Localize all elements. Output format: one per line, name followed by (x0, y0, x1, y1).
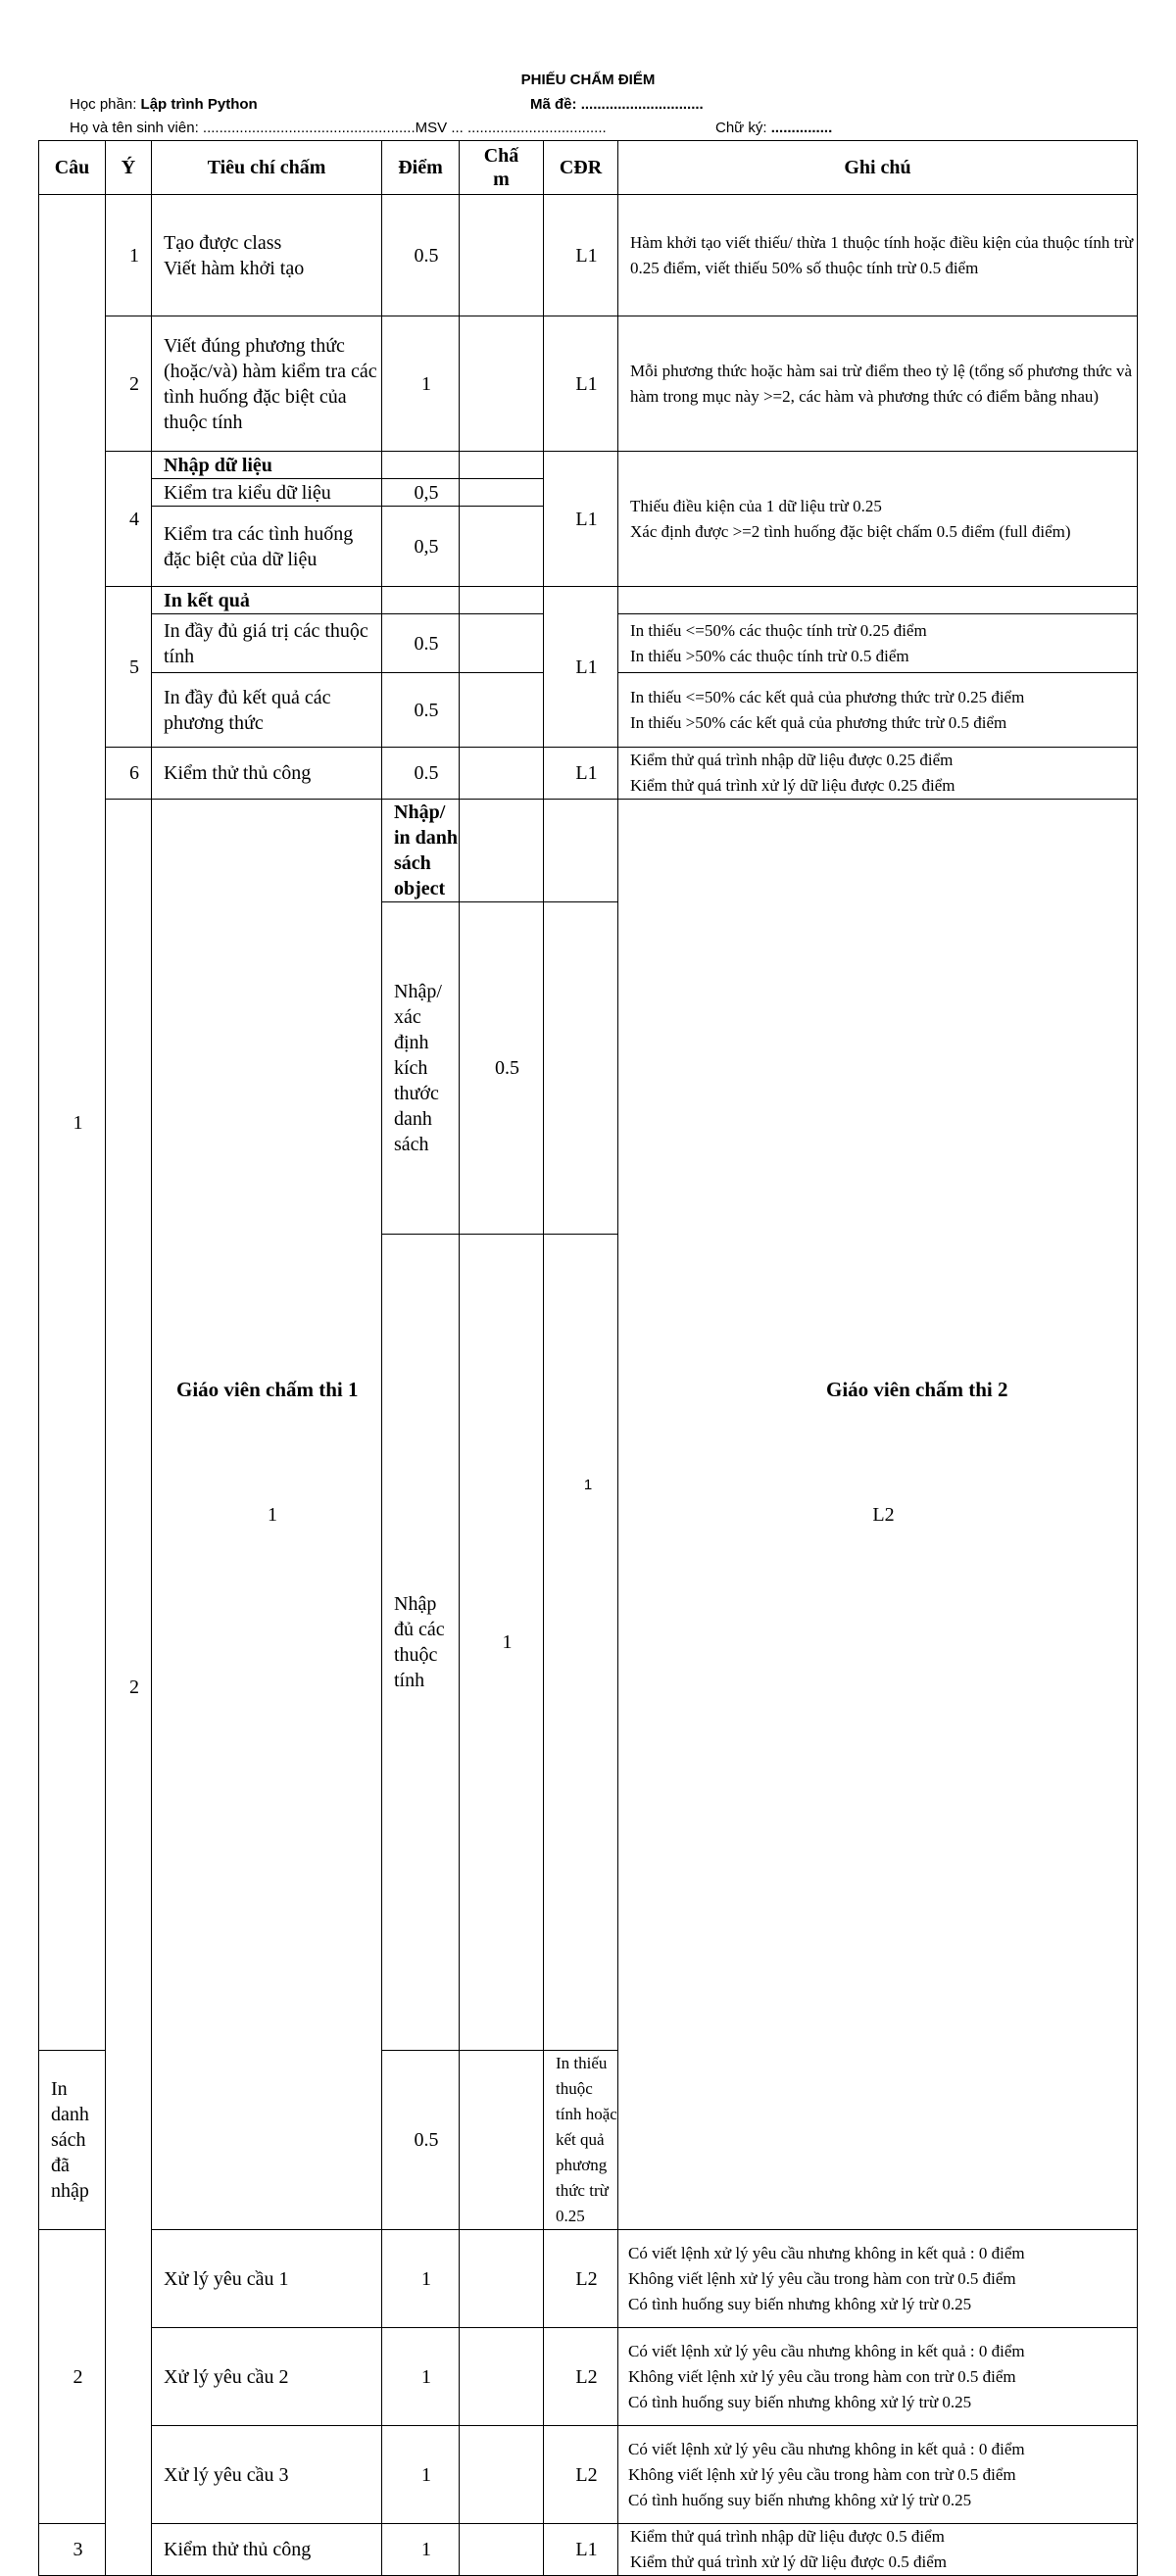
note-cell: Kiểm thử quá trình nhập dữ liệu được 0.25 điểm Kiểm thử quá trình xử lý dữ liệu được 0.25 điểm (618, 748, 1138, 800)
grading-cell[interactable] (544, 800, 618, 902)
cdr-cell: L1 (544, 748, 618, 800)
criteria-cell: Xử lý yêu cầu 2 (152, 2328, 382, 2426)
note-cell: Hàm khởi tạo viết thiếu/ thừa 1 thuộc tính hoặc điều kiện của thuộc tính trừ 0.25 điểm, viết thiếu 50% số thuộc tính trừ 0.5 điểm (618, 195, 1138, 316)
student-dots: .................................................... (202, 120, 416, 136)
table-row (39, 2426, 1138, 2524)
cdr-cell: L2 (618, 800, 1138, 2230)
grading-table (38, 140, 1138, 2576)
grading-cell[interactable] (460, 507, 544, 587)
grading-cell[interactable] (460, 2328, 544, 2426)
score-cell: 0.5 (382, 2051, 460, 2230)
table-row (39, 316, 1138, 452)
criteria-cell: Nhập/ xác định kích thước danh sách (382, 902, 460, 1235)
score-cell: 0,5 (382, 479, 460, 507)
note-cell: In thiếu <=50% các kết quả của phương thức trừ 0.25 điểm In thiếu >50% các kết quả của phương thức trừ 0.5 điểm (618, 673, 1138, 748)
grading-cell[interactable] (460, 195, 544, 316)
criteria-heading: Nhập/ in danh sách object (382, 800, 460, 902)
page-title: PHIẾU CHẤM ĐIỂM (520, 72, 656, 88)
criteria-cell: In đầy đủ kết quả các phương thức (152, 673, 382, 748)
teacher2-signature-label: Giáo viên chấm thi 2 (826, 1378, 1008, 1401)
score-cell: 0.5 (382, 614, 460, 673)
grading-cell[interactable] (544, 1235, 618, 2051)
criteria-heading: In kết quả (152, 587, 382, 614)
note-cell: Mỗi phương thức hoặc hàm sai trừ điểm theo tỷ lệ (tổng số phương thức và hàm trong mục này >=2, các hàm và phương thức có điểm bằng nhau) (618, 316, 1138, 452)
table-header-row (39, 141, 1138, 195)
grading-cell[interactable] (460, 748, 544, 800)
item-number: 2 (106, 316, 152, 452)
note-cell: Có viết lệnh xử lý yêu cầu nhưng không in kết quả : 0 điểm Không viết lệnh xử lý yêu cầu trong hàm con trừ 0.5 điểm Có tình huống suy biến nhưng không xử lý trừ 0.25 (618, 2230, 1138, 2328)
item-number: 1 (152, 800, 382, 2230)
col-header-cdr: CĐR (544, 141, 618, 195)
grading-cell[interactable] (460, 2426, 544, 2524)
note-cell: Kiểm thử quá trình nhập dữ liệu được 0.5 điểm Kiểm thử quá trình xử lý dữ liệu được 0.5 điểm (618, 2524, 1138, 2576)
grading-cell[interactable] (460, 2051, 544, 2230)
note-cell: In thiếu thuộc tính hoặc kết quả phương thức trừ 0.25 (544, 2051, 618, 2230)
exam-code-dots: .............................. (580, 96, 704, 113)
grading-cell[interactable] (460, 479, 544, 507)
item-number: 6 (106, 748, 152, 800)
grading-cell[interactable] (460, 587, 544, 614)
score-cell: 1 (460, 1235, 544, 2051)
cdr-cell: L1 (544, 452, 618, 587)
score-cell (382, 452, 460, 479)
cdr-cell: L2 (544, 2426, 618, 2524)
table-row (39, 452, 1138, 479)
table-row (39, 800, 1138, 902)
criteria-cell: Kiểm thử thủ công (152, 748, 382, 800)
grading-cell[interactable] (460, 2230, 544, 2328)
exam-code-line (530, 96, 704, 114)
cdr-cell: L1 (544, 587, 618, 748)
grading-cell[interactable] (544, 902, 618, 1235)
teacher1-signature-label: Giáo viên chấm thi 1 (176, 1378, 359, 1401)
table-row (39, 2328, 1138, 2426)
item-number: 3 (39, 2524, 106, 2576)
note-cell: Thiếu điều kiện của 1 dữ liệu trừ 0.25 Xác định được >=2 tình huống đặc biệt chấm 0.5 điểm (full điểm) (618, 452, 1138, 587)
criteria-cell: Nhập đủ các thuộc tính (382, 1235, 460, 2051)
item-number: 5 (106, 587, 152, 748)
col-header-grading: Chấm (460, 141, 544, 195)
score-cell: 0.5 (460, 902, 544, 1235)
question-number: 1 (39, 195, 106, 2051)
course-line (70, 96, 258, 114)
student-line (70, 120, 607, 137)
score-cell: 1 (382, 316, 460, 452)
grading-cell[interactable] (460, 452, 544, 479)
col-header-cau: Câu (39, 141, 106, 195)
table-row (39, 195, 1138, 316)
criteria-cell: Kiểm thử thủ công (152, 2524, 382, 2576)
col-header-y: Ý (106, 141, 152, 195)
msv-label: MSV ... (415, 120, 467, 136)
signature-label: Chữ ký: (715, 120, 771, 136)
criteria-cell: Viết đúng phương thức (hoặc/và) hàm kiểm tra các tình huống đặc biệt của thuộc tính (152, 316, 382, 452)
score-cell: 0.5 (382, 673, 460, 748)
grading-cell[interactable] (460, 316, 544, 452)
item-number: 1 (106, 195, 152, 316)
item-number: 4 (106, 452, 152, 587)
cdr-cell: L2 (544, 2328, 618, 2426)
cdr-cell: L1 (544, 2524, 618, 2576)
note-cell: Có viết lệnh xử lý yêu cầu nhưng không in kết quả : 0 điểm Không viết lệnh xử lý yêu cầu trong hàm con trừ 0.5 điểm Có tình huống suy biến nhưng không xử lý trừ 0.25 (618, 2328, 1138, 2426)
note-cell (618, 587, 1138, 614)
table-row (39, 2230, 1138, 2328)
score-cell (382, 587, 460, 614)
criteria-cell: Tạo được class Viết hàm khởi tạo (152, 195, 382, 316)
col-header-score: Điểm (382, 141, 460, 195)
score-cell: 0.5 (382, 195, 460, 316)
cdr-cell: L1 (544, 316, 618, 452)
table-row (39, 587, 1138, 614)
note-cell: In thiếu <=50% các thuộc tính trừ 0.25 điểm In thiếu >50% các thuộc tính trừ 0.5 điểm (618, 614, 1138, 673)
cdr-cell: L2 (544, 2230, 618, 2328)
col-header-note: Ghi chú (618, 141, 1138, 195)
student-label: Họ và tên sinh viên: (70, 120, 203, 136)
score-cell (460, 800, 544, 902)
table-row (39, 2524, 1138, 2576)
question-number: 2 (106, 800, 152, 2576)
signature-dots: ............... (770, 120, 833, 136)
grading-cell[interactable] (460, 673, 544, 748)
score-cell: 1 (382, 2426, 460, 2524)
criteria-heading: Nhập dữ liệu (152, 452, 382, 479)
signature-line (715, 120, 832, 137)
score-cell: 0.5 (382, 748, 460, 800)
grading-cell[interactable] (460, 614, 544, 673)
criteria-cell: Xử lý yêu cầu 1 (152, 2230, 382, 2328)
criteria-cell: Kiểm tra kiểu dữ liệu (152, 479, 382, 507)
msv-dots: .................................. (466, 120, 607, 136)
criteria-cell: Kiểm tra các tình huống đặc biệt của dữ liệu (152, 507, 382, 587)
criteria-cell: Xử lý yêu cầu 3 (152, 2426, 382, 2524)
score-cell: 1 (382, 2524, 460, 2576)
note-cell: Có viết lệnh xử lý yêu cầu nhưng không in kết quả : 0 điểm Không viết lệnh xử lý yêu cầu trong hàm con trừ 0.5 điểm Có tình huống suy biến nhưng không xử lý trừ 0.25 (618, 2426, 1138, 2524)
course-label: Học phần: (70, 96, 141, 113)
cdr-cell: L1 (544, 195, 618, 316)
score-cell: 1 (382, 2230, 460, 2328)
score-cell: 1 (382, 2328, 460, 2426)
item-number: 2 (39, 2230, 106, 2524)
score-cell: 0,5 (382, 507, 460, 587)
col-header-criteria: Tiêu chí chấm (152, 141, 382, 195)
page-number: 1 (583, 1477, 593, 1493)
criteria-cell: In danh sách đã nhập (39, 2051, 106, 2230)
grading-cell[interactable] (460, 2524, 544, 2576)
course-value: Lập trình Python (140, 96, 258, 113)
table-row (39, 748, 1138, 800)
criteria-cell: In đầy đủ giá trị các thuộc tính (152, 614, 382, 673)
exam-code-label: Mã đề: (530, 96, 581, 113)
